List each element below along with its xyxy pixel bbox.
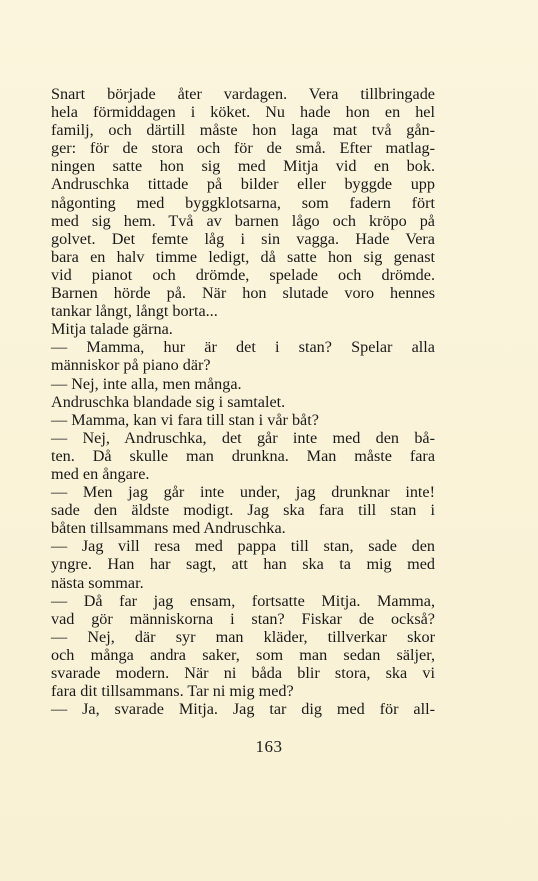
- text-line: sade den äldste modigt. Jag ska fara till stan i: [51, 501, 435, 520]
- text-line: fara dit tillsammans. Tar ni mig med?: [51, 682, 294, 701]
- text-line: — Nej, Andruschka, det går inte med den bå-: [51, 428, 435, 447]
- text-line: med en ångare.: [51, 464, 150, 483]
- text-line: familj, och därtill måste hon laga mat två gån-: [51, 121, 435, 140]
- text-line: bara en halv timme ledigt, då satte hon sig genast: [51, 247, 435, 266]
- text-line: någonting med byggklotsarna, som fadern fört: [51, 193, 435, 212]
- text-line: yngre. Han har sagt, att han ska ta mig med: [51, 555, 435, 574]
- text-line: Andruschka tittade på bilder eller byggde upp: [51, 175, 435, 194]
- text-line: — Mamma, kan vi fara till stan i vår båt?: [51, 410, 319, 429]
- text-line: nästa sommar.: [51, 573, 144, 592]
- body-text: [51, 85, 435, 718]
- text-line: Andruschka blandade sig i samtalet.: [51, 392, 286, 411]
- text-line: människor på piano där?: [51, 356, 211, 375]
- text-line: med sig hem. Två av barnen lågo och kröpo på: [51, 211, 435, 230]
- text-line: — Mamma, hur är det i stan? Spelar alla: [51, 338, 435, 357]
- text-line: hela förmiddagen i köket. Nu hade hon en hel: [51, 103, 435, 122]
- text-line: golvet. Det femte låg i sin vagga. Hade Vera: [51, 229, 435, 248]
- text-line: — Nej, där syr man kläder, tillverkar skor: [51, 627, 435, 646]
- text-line: svarade modern. När ni båda blir stora, ska vi: [51, 664, 435, 682]
- page-number: 163: [255, 737, 283, 756]
- text-line: vad gör människorna i stan? Fiskar de också?: [51, 609, 435, 628]
- text-line: ningen satte hon sig med Mitja vid en bok.: [51, 157, 435, 176]
- text-line: Mitja talade gärna.: [51, 320, 173, 339]
- text-line: ger: för de stora och för de små. Efter matlag-: [51, 139, 435, 158]
- text-line: — Då far jag ensam, fortsatte Mitja. Mamma,: [51, 591, 435, 610]
- text-line: — Nej, inte alla, men många.: [51, 374, 242, 393]
- text-line: vid pianot och drömde, spelade och drömde.: [51, 265, 435, 284]
- text-line: Snart började åter vardagen. Vera tillbringade: [51, 85, 435, 103]
- text-line: och många andra saker, som man sedan säljer,: [51, 645, 435, 664]
- text-line: — Ja, svarade Mitja. Jag tar dig med för all-: [51, 700, 435, 719]
- text-line: båten tillsammans med Andruschka.: [51, 519, 286, 538]
- text-line: — Men jag går inte under, jag drunknar inte!: [51, 483, 435, 502]
- text-line: — Jag vill resa med pappa till stan, sade den: [51, 537, 435, 556]
- text-line: ten. Då skulle man drunkna. Man måste fara: [51, 446, 435, 465]
- text-line: tankar långt, långt borta...: [51, 302, 218, 321]
- text-line: Barnen hörde på. När hon slutade voro hennes: [51, 284, 435, 303]
